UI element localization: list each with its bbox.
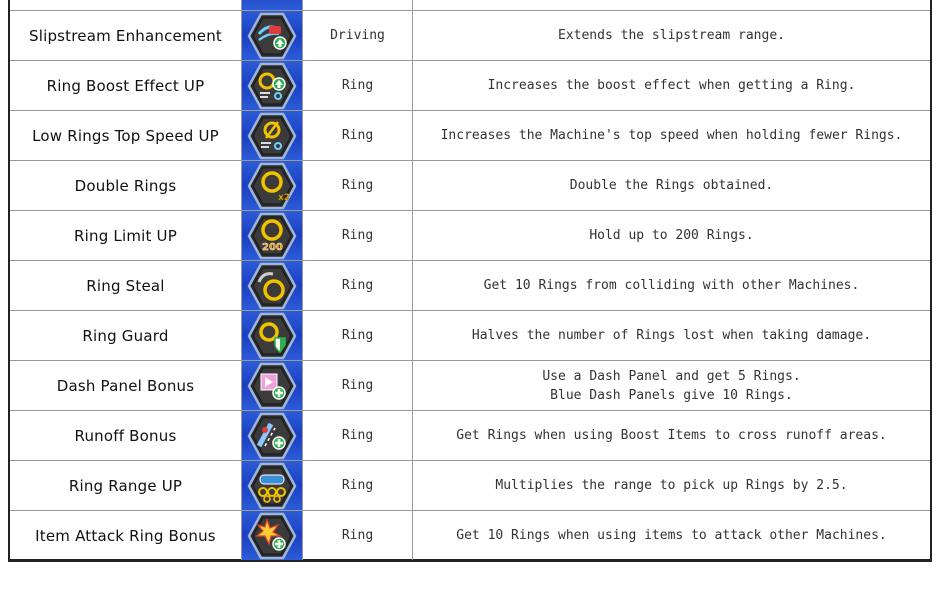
gadget-name: Runoff Bonus <box>10 411 242 460</box>
table-row-partial <box>10 0 930 10</box>
gadget-type: Ring <box>303 511 413 560</box>
svg-text:x2: x2 <box>278 192 291 203</box>
description-line: Get 10 Rings when using items to attack other Machines. <box>456 528 887 543</box>
description-line: Increases the Machine's top speed when holding fewer Rings. <box>440 128 903 143</box>
ring-boost-icon <box>242 61 303 110</box>
gadget-name: Double Rings <box>10 161 242 210</box>
gadget-description <box>413 361 930 410</box>
double-rings-icon <box>242 161 303 210</box>
dash-panel-icon <box>242 361 303 410</box>
table-row <box>10 60 930 110</box>
item-attack-icon <box>242 511 303 560</box>
table-row <box>10 360 930 410</box>
gadget-name: Ring Limit UP <box>10 211 242 260</box>
ring-range-icon <box>242 461 303 510</box>
gadget-name: Ring Range UP <box>10 461 242 510</box>
gadget-type: Ring <box>303 161 413 210</box>
slipstream-icon <box>242 11 303 60</box>
low-rings-icon <box>242 111 303 160</box>
gadget-description <box>413 161 930 210</box>
gadget-table <box>8 0 932 562</box>
gadget-type: Ring <box>303 311 413 360</box>
ring-guard-icon <box>242 311 303 360</box>
table-row <box>10 410 930 460</box>
gadget-description <box>413 61 930 110</box>
gadget-type: Ring <box>303 61 413 110</box>
gadget-name: Ring Boost Effect UP <box>10 61 242 110</box>
table-row <box>10 460 930 510</box>
gadget-type: Ring <box>303 461 413 510</box>
description-line: Extends the slipstream range. <box>558 28 785 43</box>
description-line: Multiplies the range to pick up Rings by 2.5. <box>495 478 848 493</box>
table-row <box>10 260 930 310</box>
table-row <box>10 10 930 60</box>
gadget-type: Ring <box>303 211 413 260</box>
gadget-name: Ring Guard <box>10 311 242 360</box>
gadget-name: Ring Steal <box>10 261 242 310</box>
table-row <box>10 210 930 260</box>
description-line: Double the Rings obtained. <box>569 178 774 193</box>
description-line: Get 10 Rings from colliding with other Machines. <box>483 278 860 293</box>
gadget-name: Low Rings Top Speed UP <box>10 111 242 160</box>
gadget-description <box>413 411 930 460</box>
ring-steal-icon <box>242 261 303 310</box>
gadget-type: Ring <box>303 411 413 460</box>
gadget-name: Item Attack Ring Bonus <box>10 511 242 560</box>
gadget-description <box>413 461 930 510</box>
gadget-description <box>413 211 930 260</box>
description-line: Increases the boost effect when getting a Ring. <box>487 78 856 93</box>
gadget-type: Ring <box>303 111 413 160</box>
description-line: Get Rings when using Boost Items to cross runoff areas. <box>456 428 887 443</box>
table-row <box>10 310 930 360</box>
description-line: Use a Dash Panel and get 5 Rings. <box>542 368 801 384</box>
ring-limit-icon <box>242 211 303 260</box>
gadget-type: Ring <box>303 361 413 410</box>
table-row <box>10 110 930 160</box>
gadget-description <box>413 261 930 310</box>
gadget-description <box>413 111 930 160</box>
description-line: Blue Dash Panels give 10 Rings. <box>550 387 793 403</box>
gadget-description <box>413 311 930 360</box>
gadget-name: Dash Panel Bonus <box>10 361 242 410</box>
svg-text:200: 200 <box>262 241 283 253</box>
description-line: Halves the number of Rings lost when taking damage. <box>471 328 872 343</box>
gadget-type: Driving <box>303 11 413 60</box>
gadget-type: Ring <box>303 261 413 310</box>
table-row <box>10 510 930 560</box>
table-row <box>10 160 930 210</box>
description-line: Hold up to 200 Rings. <box>589 228 754 243</box>
gadget-description <box>413 511 930 560</box>
gadget-description <box>413 11 930 60</box>
runoff-icon <box>242 411 303 460</box>
gadget-name: Slipstream Enhancement <box>10 11 242 60</box>
